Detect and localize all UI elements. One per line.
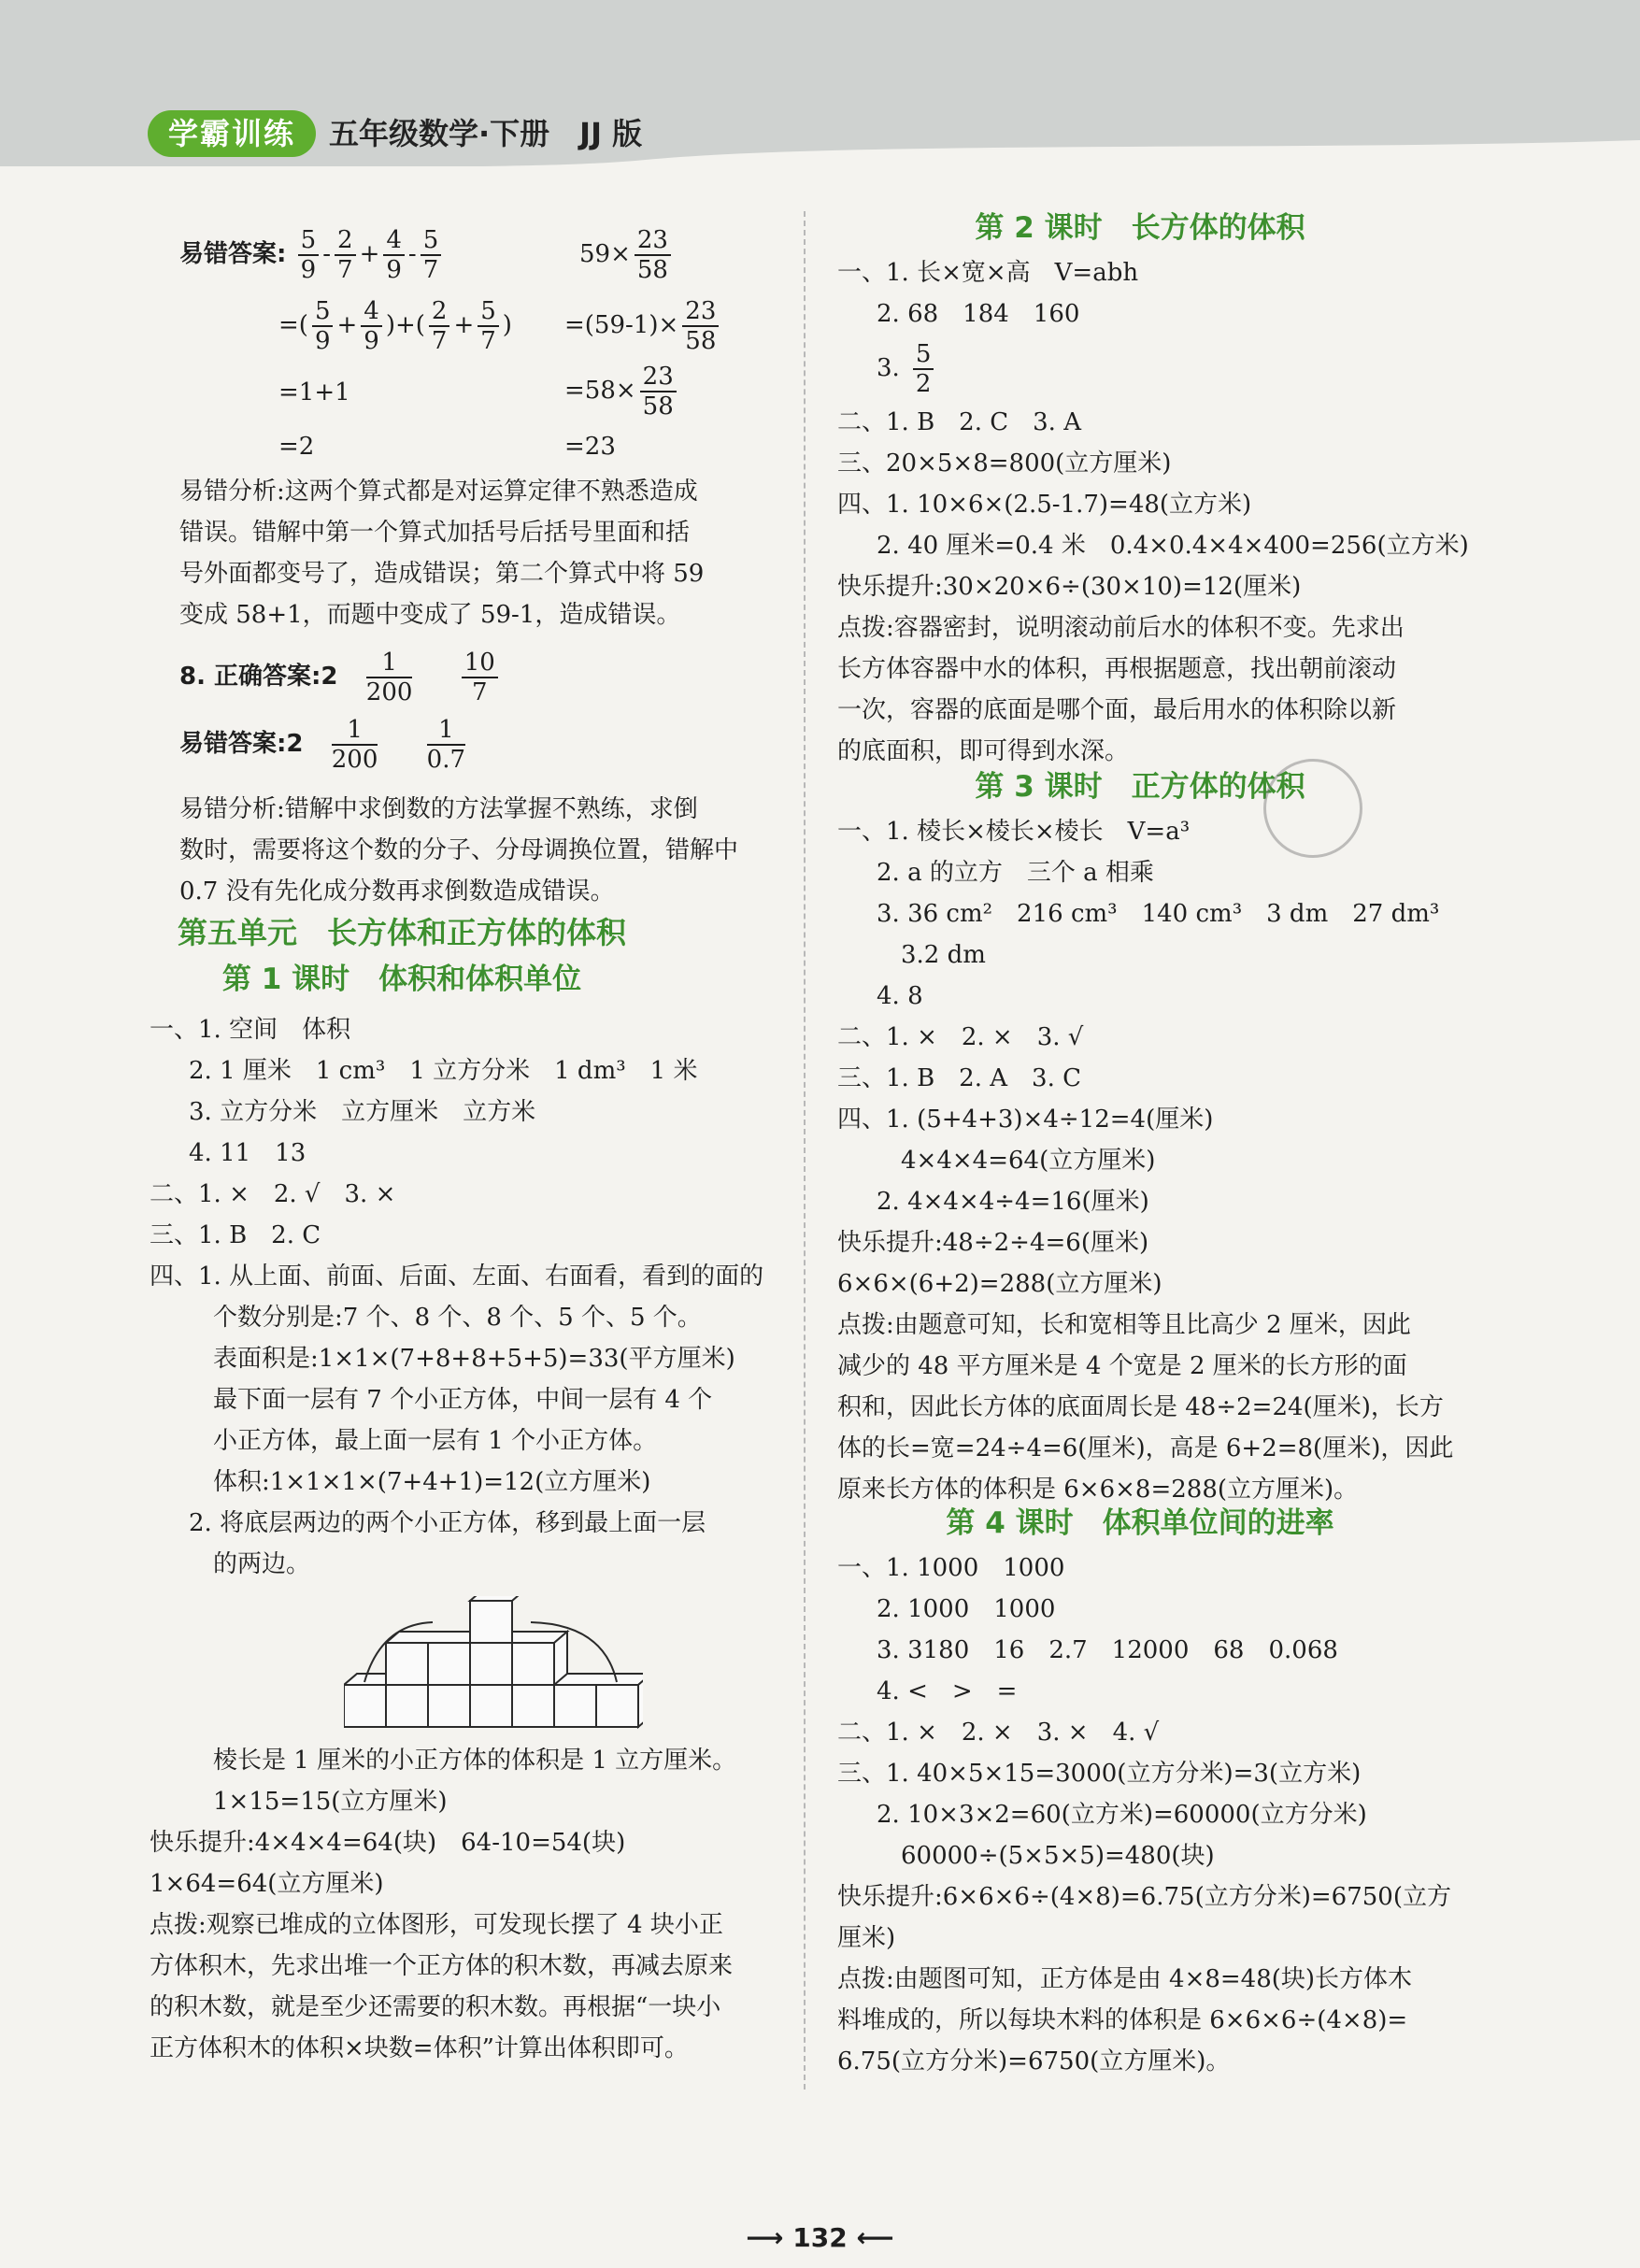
arrow-right-icon: ⟶ [746, 2222, 793, 2253]
fraction: $\frac{5}{9}$ [298, 226, 320, 284]
answer-line: 6×6×(6+2)=288(立方厘米) [837, 1270, 1162, 1298]
calc-right-row-3: =58× $\frac{23}{58}$ [564, 363, 680, 421]
answer-line: 2. a 的立方 三个 a 相乘 [877, 859, 1154, 887]
analysis-line: 数时，需要将这个数的分子、分母调换位置，错解中 [179, 836, 739, 864]
answer-line: 2. 将底层两边的两个小正方体，移到最上面一层 [189, 1509, 706, 1537]
answer-line: 3. 3180 16 2.7 12000 68 0.068 [877, 1636, 1338, 1664]
answer-line: 2. 1000 1000 [877, 1595, 1056, 1623]
calc-right-row-4: =23 [564, 433, 616, 461]
answer-line: 的两边。 [213, 1550, 311, 1578]
page-number: ⟶ 132 ⟵ [746, 2222, 894, 2253]
right-column [804, 0, 1640, 2268]
answer-line: 4. 8 [877, 982, 923, 1010]
answer-line: 三、1. 40×5×15=3000(立方分米)=3(立方米) [837, 1760, 1362, 1788]
calc-right-row-2: =(59-1)× $\frac{23}{58}$ [564, 297, 722, 355]
answer-line: 一、1. 棱长×棱长×棱长 V=a³ [837, 818, 1191, 846]
answer-line: 棱长是 1 厘米的小正方体的体积是 1 立方厘米。 [213, 1747, 737, 1775]
answer-line: 一、1. 空间 体积 [150, 1016, 351, 1044]
fraction: $\frac{23}{58}$ [635, 226, 671, 284]
hint-line: 减少的 48 平方厘米是 4 个宽是 2 厘米的长方形的面 [837, 1352, 1407, 1380]
lesson-title: 第 1 课时 体积和体积单位 [221, 963, 582, 996]
brand-badge: 学霸训练 [148, 110, 316, 157]
hint-line: 一次，容器的底面是哪个面，最后用水的体积除以新 [837, 696, 1397, 724]
answer-line: 四、1. 10×6×(2.5-1.7)=48(立方米) [837, 491, 1252, 519]
analysis-line: 易错分析:这两个算式都是对运算定律不熟悉造成 [179, 478, 698, 506]
lesson-title: 第 2 课时 长方体的体积 [975, 211, 1305, 245]
calc-left-row-4: =2 [278, 433, 315, 461]
answer-line: 60000÷(5×5×5)=480(块) [901, 1842, 1215, 1870]
answer-line: 表面积是:1×1×(7+8+8+5+5)=33(平方厘米) [213, 1345, 735, 1373]
analysis-line: 错误。错解中第一个算式加括号后括号里面和括 [179, 519, 691, 547]
wrong-answer-row-1: 易错答案: $\frac{5}{9}$ - $\frac{2}{7}$ + $\frac{4}{9}$ - $\frac{5}{7}$ [179, 226, 445, 284]
hint-line: 方体积木，先求出堆一个正方体的积木数，再减去原来 [150, 1952, 734, 1980]
answer-line: 2. 10×3×2=60(立方米)=60000(立方分米) [877, 1801, 1367, 1829]
answer-line: 小正方体，最上面一层有 1 个小正方体。 [213, 1427, 658, 1455]
answer-line: 快乐提升:4×4×4=64(块) 64-10=54(块) [150, 1829, 626, 1857]
answer-line: 二、1. × 2. × 3. × 4. √ [837, 1719, 1160, 1747]
q8-correct-row: 8. 正确答案:2 $\frac{1}{200}$ $\frac{10}{7}$ [179, 649, 502, 706]
hint-line: 积和，因此长方体的底面周长是 48÷2=24(厘米)，长方 [837, 1393, 1444, 1421]
hint-line: 点拨:观察已堆成的立体图形，可发现长摆了 4 块小正 [150, 1911, 723, 1939]
fraction: $\frac{23}{58}$ [682, 297, 719, 355]
answer-line: 四、1. (5+4+3)×4÷12=4(厘米) [837, 1105, 1214, 1134]
cube-stack-figure [344, 1596, 643, 1736]
hint-line: 点拨:容器密封，说明滚动前后水的体积不变。先求出 [837, 614, 1405, 642]
answer-line: 1×15=15(立方厘米) [213, 1788, 448, 1816]
fraction: $\frac{5}{7}$ [421, 226, 442, 284]
answer-line: 4. < > = [877, 1677, 1018, 1705]
fraction: $\frac{2}{7}$ [429, 297, 450, 355]
calc-right-row-1: 59× $\frac{23}{58}$ [579, 226, 675, 284]
left-column [0, 0, 804, 2268]
answer-line: 3.2 dm [901, 941, 986, 969]
answer-line: 三、1. B 2. C [150, 1221, 321, 1249]
answer-line: 个数分别是:7 个、8 个、8 个、5 个、5 个。 [213, 1304, 702, 1332]
hint-line: 6.75(立方分米)=6750(立方厘米)。 [837, 2047, 1231, 2075]
analysis-line: 变成 58+1，而题中变成了 59-1，造成错误。 [179, 601, 681, 629]
fraction: $\frac{5}{7}$ [478, 297, 499, 355]
book-title: 五年级数学·下册 JJ 版 [329, 116, 643, 151]
answer-line: 3. 36 cm² 216 cm³ 140 cm³ 3 dm 27 dm³ [877, 900, 1440, 928]
hint-line: 原来长方体的体积是 6×6×8=288(立方厘米)。 [837, 1476, 1359, 1504]
answer-line: 1×64=64(立方厘米) [150, 1870, 384, 1898]
arrow-left-icon: ⟵ [847, 2222, 894, 2253]
hint-line: 料堆成的，所以每块木料的体积是 6×6×6÷(4×8)= [837, 2006, 1408, 2034]
analysis-line: 0.7 没有先化成分数再求倒数造成错误。 [179, 877, 615, 906]
answer-line: 四、1. 从上面、前面、后面、左面、右面看，看到的面的 [150, 1262, 764, 1291]
unit-title: 第五单元 长方体和正方体的体积 [177, 915, 626, 950]
hint-line: 点拨:由题意可知，长和宽相等且比高少 2 厘米，因此 [837, 1311, 1411, 1339]
answer-line: 二、1. × 2. √ 3. × [150, 1180, 396, 1208]
analysis-line: 号外面都变号了，造成错误；第二个算式中将 59 [179, 560, 705, 588]
answer-line: 二、1. B 2. C 3. A [837, 408, 1081, 436]
fraction: $\frac{4}{9}$ [383, 226, 405, 284]
hint-line: 的积木数，就是至少还需要的积木数。再根据“一块小 [150, 1993, 721, 2021]
answer-line: 2. 68 184 160 [877, 300, 1080, 328]
fraction: $\frac{1}{200}$ [331, 716, 378, 774]
answer-line: 4×4×4=64(立方厘米) [901, 1147, 1156, 1175]
answer-line: 快乐提升:30×20×6÷(30×10)=12(厘米) [837, 573, 1302, 601]
fraction: $\frac{1}{200}$ [365, 649, 413, 706]
seal-stamp [1263, 759, 1362, 858]
answer-line: 一、1. 1000 1000 [837, 1554, 1065, 1582]
answer-line: 三、1. B 2. A 3. C [837, 1064, 1081, 1092]
lesson-title: 第 3 课时 正方体的体积 [975, 770, 1305, 804]
answer-line: 快乐提升:6×6×6÷(4×8)=6.75(立方分米)=6750(立方 [837, 1883, 1451, 1911]
hint-line: 体的长=宽=24÷4=6(厘米)，高是 6+2=8(厘米)，因此 [837, 1434, 1454, 1462]
answer-line: 快乐提升:48÷2÷4=6(厘米) [837, 1229, 1149, 1257]
answer-line: 2. 4×4×4÷4=16(厘米) [877, 1188, 1149, 1216]
answer-line: 4. 11 13 [189, 1139, 307, 1167]
answer-line: 二、1. × 2. × 3. √ [837, 1023, 1084, 1051]
hint-line: 正方体积木的体积×块数=体积”计算出体积即可。 [150, 2034, 689, 2062]
hint-line: 的底面积，即可得到水深。 [837, 737, 1130, 765]
calc-left-row-3: =1+1 [278, 378, 350, 407]
answer-line: 体积:1×1×1×(7+4+1)=12(立方厘米) [213, 1468, 651, 1496]
analysis-line: 易错分析:错解中求倒数的方法掌握不熟练，求倒 [179, 795, 698, 823]
answer-line: 厘米) [837, 1924, 896, 1952]
answer-line: 2. 40 厘米=0.4 米 0.4×0.4×4×400=256(立方米) [877, 532, 1469, 560]
lesson-title: 第 4 课时 体积单位间的进率 [946, 1506, 1334, 1540]
answer-line: 三、20×5×8=800(立方厘米) [837, 449, 1172, 478]
calc-left-row-2: =( $\frac{5}{9}$ + $\frac{4}{9}$ )+( $\frac{2}{7}$ + $\frac{5}{7}$ ) [278, 297, 512, 355]
answer-line: 3. 立方分米 立方厘米 立方米 [189, 1098, 536, 1126]
fraction: $\frac{2}{7}$ [335, 226, 356, 284]
hint-line: 点拨:由题图可知，正方体是由 4×8=48(块)长方体木 [837, 1965, 1413, 1993]
fraction: $\frac{4}{9}$ [361, 297, 382, 355]
fraction: $\frac{5}{9}$ [312, 297, 334, 355]
fraction: $\frac{23}{58}$ [640, 363, 677, 421]
q8-wrong-row: 易错答案:2 $\frac{1}{200}$ $\frac{1}{0.7}$ [179, 716, 466, 774]
fraction: $\frac{5}{2}$ [913, 340, 934, 398]
hint-line: 长方体容器中水的体积，再根据题意，找出朝前滚动 [837, 655, 1397, 683]
answer-line: 2. 1 厘米 1 cm³ 1 立方分米 1 dm³ 1 米 [189, 1057, 698, 1085]
answer-line: 最下面一层有 7 个小正方体，中间一层有 4 个 [213, 1386, 713, 1414]
answer-line: 一、1. 长×宽×高 V=abh [837, 259, 1139, 287]
answer-line: 3. $\frac{5}{2}$ [877, 340, 937, 398]
fraction: $\frac{1}{0.7}$ [426, 716, 466, 774]
fraction: $\frac{10}{7}$ [462, 649, 498, 706]
